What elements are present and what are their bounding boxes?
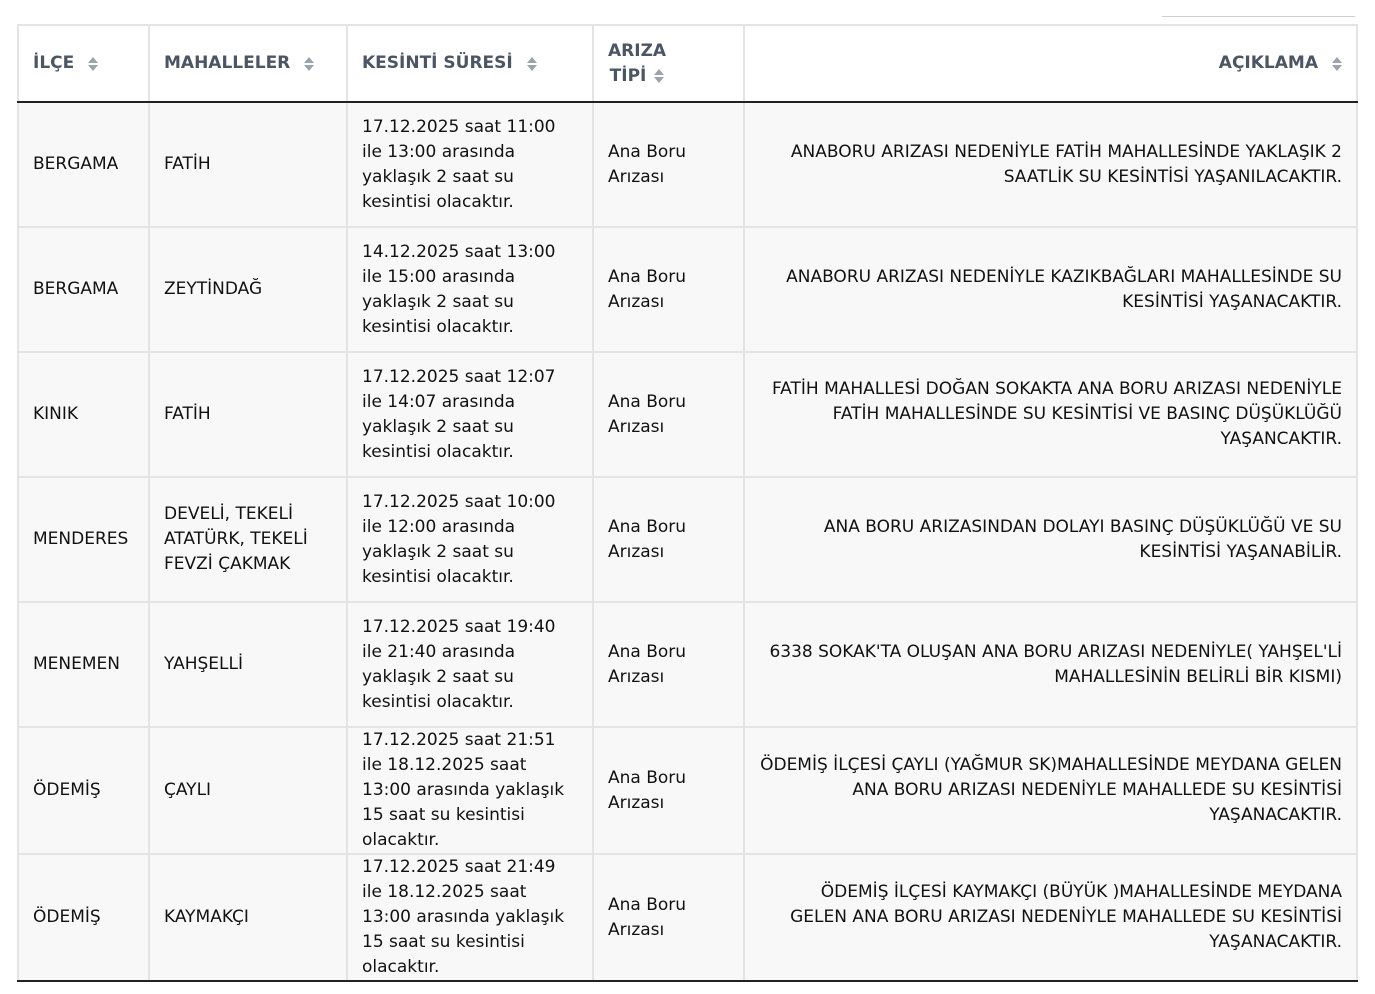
cell-ariza-tipi: Ana Boru Arızası bbox=[593, 352, 744, 477]
cell-kesinti-suresi: 14.12.2025 saat 13:00 ile 15:00 arasında yaklaşık 2 saat su kesintisi olacaktır. bbox=[347, 227, 593, 352]
cell-kesinti-suresi: 17.12.2025 saat 21:51 ile 18.12.2025 saat 13:00 arasında yaklaşık 15 saat su kesintisi olacaktır. bbox=[347, 727, 593, 854]
sort-icon[interactable] bbox=[1332, 56, 1342, 72]
cell-ilce: BERGAMA bbox=[18, 227, 149, 352]
outage-table bbox=[17, 24, 1358, 982]
cell-aciklama: FATİH MAHALLESİ DOĞAN SOKAKTA ANA BORU ARIZASI NEDENİYLE FATİH MAHALLESİNDE SU KESİNTİSİ VE BASINÇ DÜŞÜKLÜĞÜ YAŞANCAKTIR. bbox=[744, 352, 1357, 477]
cell-ariza-tipi: Ana Boru Arızası bbox=[593, 227, 744, 352]
table-body bbox=[18, 102, 1357, 981]
cell-kesinti-suresi: 17.12.2025 saat 11:00 ile 13:00 arasında yaklaşık 2 saat su kesintisi olacaktır. bbox=[347, 102, 593, 227]
cell-aciklama: 6338 SOKAK'TA OLUŞAN ANA BORU ARIZASI NEDENİYLE( YAHŞEL'Lİ MAHALLESİNİN BELİRLİ BİR KISMI) bbox=[744, 602, 1357, 727]
column-header-kesinti-suresi[interactable] bbox=[347, 25, 593, 102]
cell-mahalleler: FATİH bbox=[149, 352, 347, 477]
column-header-ilce[interactable] bbox=[18, 25, 149, 102]
column-header-mahalleler[interactable] bbox=[149, 25, 347, 102]
table-row bbox=[18, 352, 1357, 477]
sort-icon[interactable] bbox=[304, 56, 314, 72]
cell-kesinti-suresi: 17.12.2025 saat 12:07 ile 14:07 arasında yaklaşık 2 saat su kesintisi olacaktır. bbox=[347, 352, 593, 477]
cell-ilce: MENEMEN bbox=[18, 602, 149, 727]
column-header-aciklama[interactable] bbox=[744, 25, 1357, 102]
cell-ilce: BERGAMA bbox=[18, 102, 149, 227]
column-header-label: İLÇE bbox=[33, 53, 75, 73]
column-header-label-line1: ARIZA bbox=[608, 40, 667, 61]
cell-ariza-tipi: Ana Boru Arızası bbox=[593, 102, 744, 227]
cell-ariza-tipi: Ana Boru Arızası bbox=[593, 727, 744, 854]
cell-ilce: ÖDEMİŞ bbox=[18, 854, 149, 981]
cell-mahalleler: KAYMAKÇI bbox=[149, 854, 347, 981]
cell-mahalleler: ZEYTİNDAĞ bbox=[149, 227, 347, 352]
table-row bbox=[18, 477, 1357, 602]
cell-aciklama: ÖDEMİŞ İLÇESİ ÇAYLI (YAĞMUR SK)MAHALLESİNDE MEYDANA GELEN ANA BORU ARIZASI NEDENİYLE MAHALLEDE SU KESİNTİSİ YAŞANACAKTIR. bbox=[744, 727, 1357, 854]
cell-kesinti-suresi: 17.12.2025 saat 10:00 ile 12:00 arasında yaklaşık 2 saat su kesintisi olacaktır. bbox=[347, 477, 593, 602]
column-header-label-line2: TİPİ bbox=[609, 65, 647, 86]
table-row bbox=[18, 727, 1357, 854]
header-row bbox=[18, 25, 1357, 102]
cell-mahalleler: FATİH bbox=[149, 102, 347, 227]
table-row bbox=[18, 602, 1357, 727]
sort-icon[interactable] bbox=[88, 56, 98, 72]
column-header-label: MAHALLELER bbox=[164, 53, 291, 73]
cell-ilce: MENDERES bbox=[18, 477, 149, 602]
cell-mahalleler: ÇAYLI bbox=[149, 727, 347, 854]
cell-ilce: KINIK bbox=[18, 352, 149, 477]
cell-kesinti-suresi: 17.12.2025 saat 21:49 ile 18.12.2025 saat 13:00 arasında yaklaşık 15 saat su kesintisi olacaktır. bbox=[347, 854, 593, 981]
cell-ariza-tipi: Ana Boru Arızası bbox=[593, 602, 744, 727]
cell-ilce: ÖDEMİŞ bbox=[18, 727, 149, 854]
sort-icon[interactable] bbox=[654, 68, 664, 84]
cell-kesinti-suresi: 17.12.2025 saat 19:40 ile 21:40 arasında yaklaşık 2 saat su kesintisi olacaktır. bbox=[347, 602, 593, 727]
top-divider bbox=[1162, 16, 1355, 17]
table-row bbox=[18, 854, 1357, 981]
cell-aciklama: ANA BORU ARIZASINDAN DOLAYI BASINÇ DÜŞÜKLÜĞÜ VE SU KESİNTİSİ YAŞANABİLİR. bbox=[744, 477, 1357, 602]
cell-ariza-tipi: Ana Boru Arızası bbox=[593, 477, 744, 602]
outage-table-container bbox=[17, 24, 1356, 982]
column-header-ariza-tipi[interactable] bbox=[593, 25, 744, 102]
sort-icon[interactable] bbox=[527, 56, 537, 72]
table-row bbox=[18, 102, 1357, 227]
column-header-label: AÇIKLAMA bbox=[1218, 53, 1318, 73]
table-row bbox=[18, 227, 1357, 352]
cell-aciklama: ÖDEMİŞ İLÇESİ KAYMAKÇI (BÜYÜK )MAHALLESİNDE MEYDANA GELEN ANA BORU ARIZASI NEDENİYLE MAHALLEDE SU KESİNTİSİ YAŞANACAKTIR. bbox=[744, 854, 1357, 981]
cell-aciklama: ANABORU ARIZASI NEDENİYLE KAZIKBAĞLARI MAHALLESİNDE SU KESİNTİSİ YAŞANACAKTIR. bbox=[744, 227, 1357, 352]
cell-mahalleler: YAHŞELLİ bbox=[149, 602, 347, 727]
column-header-label: KESİNTİ SÜRESİ bbox=[362, 53, 513, 73]
cell-ariza-tipi: Ana Boru Arızası bbox=[593, 854, 744, 981]
cell-aciklama: ANABORU ARIZASI NEDENİYLE FATİH MAHALLESİNDE YAKLAŞIK 2 SAATLİK SU KESİNTİSİ YAŞANILACAKTIR. bbox=[744, 102, 1357, 227]
cell-mahalleler: DEVELİ, TEKELİ ATATÜRK, TEKELİ FEVZİ ÇAKMAK bbox=[149, 477, 347, 602]
table-header bbox=[18, 25, 1357, 102]
